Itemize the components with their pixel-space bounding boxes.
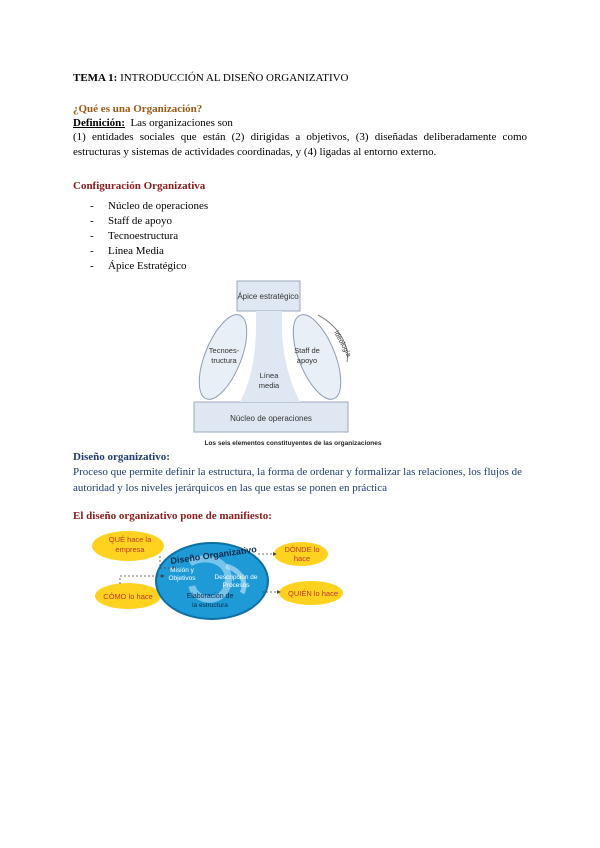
document-title <box>73 72 349 84</box>
definition-text: (1) entidades sociales que están (2) dirigidas a objetivos, (3) diseñadas deliberadamente como estructuras y sistemas de actividades coordinadas, y (4) ligadas al entorno externo. <box>73 131 527 158</box>
config-heading: Configuración Organizativa <box>73 180 206 192</box>
center-title: Diseño Organizativo <box>169 544 258 567</box>
donde-label-2: hace <box>293 554 311 563</box>
list-item: - Núcleo de operaciones <box>90 200 209 212</box>
definition-intro: Las organizaciones son <box>130 117 233 129</box>
definition-intro-line <box>73 116 233 131</box>
estructura-label-2: la estructura <box>192 602 228 609</box>
org-question-heading: ¿Qué es una Organización? <box>73 103 203 115</box>
config-list <box>90 199 208 274</box>
design-diagram <box>90 528 360 628</box>
list-item: - Tecnoestructura <box>90 230 179 242</box>
title-bold: TEMA 1: <box>73 72 118 84</box>
design-text: Proceso que permite definir la estructura, la forma de ordenar y formalizar las relaciones, los flujos de autoridad y los niveles jerárquicos en las que estas se ponen en práctica <box>73 466 522 494</box>
design-heading: Diseño organizativo: <box>73 451 170 463</box>
que-label-1: QUÉ hace la <box>108 535 152 544</box>
list-item: - Ápice Estratégico <box>90 260 187 272</box>
estructura-label-1: Elaboración de <box>186 593 234 600</box>
quien-label: QUIÉN lo hace <box>287 589 339 598</box>
mision-label-2: Objetivos <box>168 575 196 582</box>
staff-label-2: apoyo <box>296 356 318 365</box>
techno-label-2: tructura <box>211 356 237 365</box>
como-label: CÓMO lo hace <box>103 592 153 601</box>
manifest-heading: El diseño organizativo pone de manifiesto: <box>73 510 272 522</box>
title-rest: INTRODUCCIÓN AL DISEÑO ORGANIZATIVO <box>117 72 349 84</box>
list-item: - Staff de apoyo <box>90 215 172 227</box>
que-label-2: empresa <box>115 545 145 554</box>
procesos-label-1: Descripción de <box>214 574 258 581</box>
mision-label-1: Misión y <box>170 567 194 574</box>
techno-label-1: Tecnoes- <box>208 346 240 355</box>
middle-line-label-2: media <box>258 381 280 390</box>
definition-label: Definición: <box>73 117 125 129</box>
apex-label: Ápice estratégico <box>237 292 299 301</box>
mintzberg-figure <box>190 277 410 449</box>
procesos-label-2: Procesos <box>222 582 250 589</box>
core-label: Núcleo de operaciones <box>230 414 312 423</box>
donde-label-1: DÓNDE lo <box>284 545 320 554</box>
figure1-caption: Los seis elementos constituyentes de las organizaciones <box>204 440 382 447</box>
list-item: - Línea Media <box>90 245 164 257</box>
middle-line-label-1: Línea <box>259 371 279 380</box>
ideology-label: Ideología <box>332 329 352 359</box>
staff-label-1: Staff de <box>294 346 320 355</box>
